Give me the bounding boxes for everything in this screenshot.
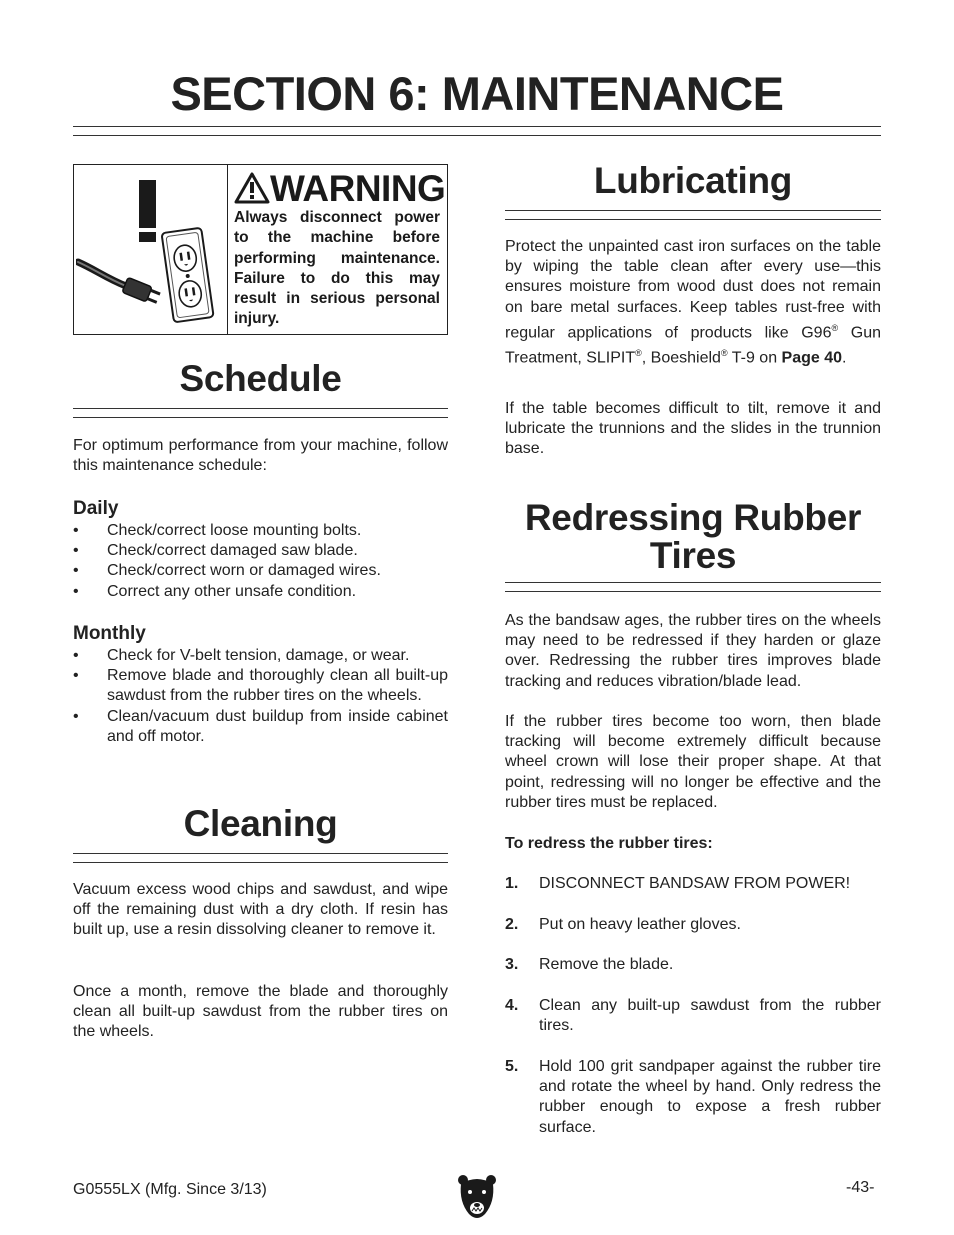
cleaning-heading: Cleaning [183,803,338,844]
warning-divider [227,164,228,335]
list-item: • Clean/vacuum dust buildup from inside cabinet and off motor. [73,707,448,745]
steps-label: To redress the rubber tires: [505,835,713,852]
list-item: • Check/correct loose mounting bolts. [73,522,362,539]
warning-triangle-icon [234,172,270,204]
redressing-paragraph-1: As the bandsaw ages, the rubber tires on the wheels may need to be redressed if they harden or glaze over. Redressing the rubber tires improves blade tracking and reduces vibration/blade lead. [505,612,881,690]
cleaning-divider [73,853,448,863]
page-reference: Page 40 [781,349,843,367]
list-item: • Check/correct damaged saw blade. [73,542,358,560]
unplug-icon [76,170,224,330]
footer-model: G0555LX (Mfg. Since 3/13) [73,1181,267,1198]
list-item: • Remove blade and thoroughly clean all built-up sawdust from the rubber tires on the wheels. [73,667,448,705]
daily-label: Daily [73,498,119,519]
cleaning-paragraph-2: Once a month, remove the blade and thoroughly clean all built-up sawdust from the rubber tires on the wheels. [73,983,448,1041]
warning-title [234,168,445,210]
list-item: • Check/correct worn or damaged wires. [73,562,381,580]
redressing-heading: Redressing Rubber Tires [524,497,862,576]
warning-heading: WARNING [270,168,446,209]
schedule-intro: For optimum performance from your machine, follow this maintenance schedule: [73,437,448,475]
redressing-divider [505,582,881,592]
cleaning-paragraph-1: Vacuum excess wood chips and sawdust, and wipe off the remaining dust with a dry cloth. If resin has built up, use a resin dissolving cleaner to remove it. [73,881,448,939]
redressing-paragraph-2: If the rubber tires become too worn, then blade tracking will become extremely difficult because wheel crown will lose their proper shape. At that point, redressing will no longer be effective and the rubber tires must be replaced. [505,713,881,811]
schedule-divider [73,408,448,418]
monthly-label: Monthly [73,623,146,644]
lubricating-divider [505,210,881,220]
daily-list [73,521,448,602]
lubricating-paragraph-1: Protect the unpainted cast iron surfaces on the table by wiping the table clean after every use—this ensures moisture from wood dust does not remain on bare metal surfaces. Keep tables rust-free with regular applications of products like G96® Gun Treatment, SLIPIT®, Boeshield® T-9 on Page 40. [505,238,881,367]
page-title: SECTION 6: MAINTENANCE [170,67,784,120]
schedule-heading: Schedule [179,358,342,399]
grizzly-bear-logo-icon [457,1172,497,1222]
list-item: • Check for V-belt tension, damage, or wear. [73,647,410,664]
monthly-list [73,646,448,747]
warning-text: Always disconnect power to the machine before performing maintenance. Failure to do this may result in serious personal injury. [234,209,440,328]
footer-page-number: -43- [846,1179,875,1196]
lubricating-paragraph-2: If the table becomes difficult to tilt, remove it and lubricate the trunnions and the slides in the trunnion base. [505,400,881,458]
title-divider [73,126,881,136]
lubricating-heading: Lubricating [593,160,793,201]
list-item: • Correct any other unsafe condition. [73,582,357,600]
